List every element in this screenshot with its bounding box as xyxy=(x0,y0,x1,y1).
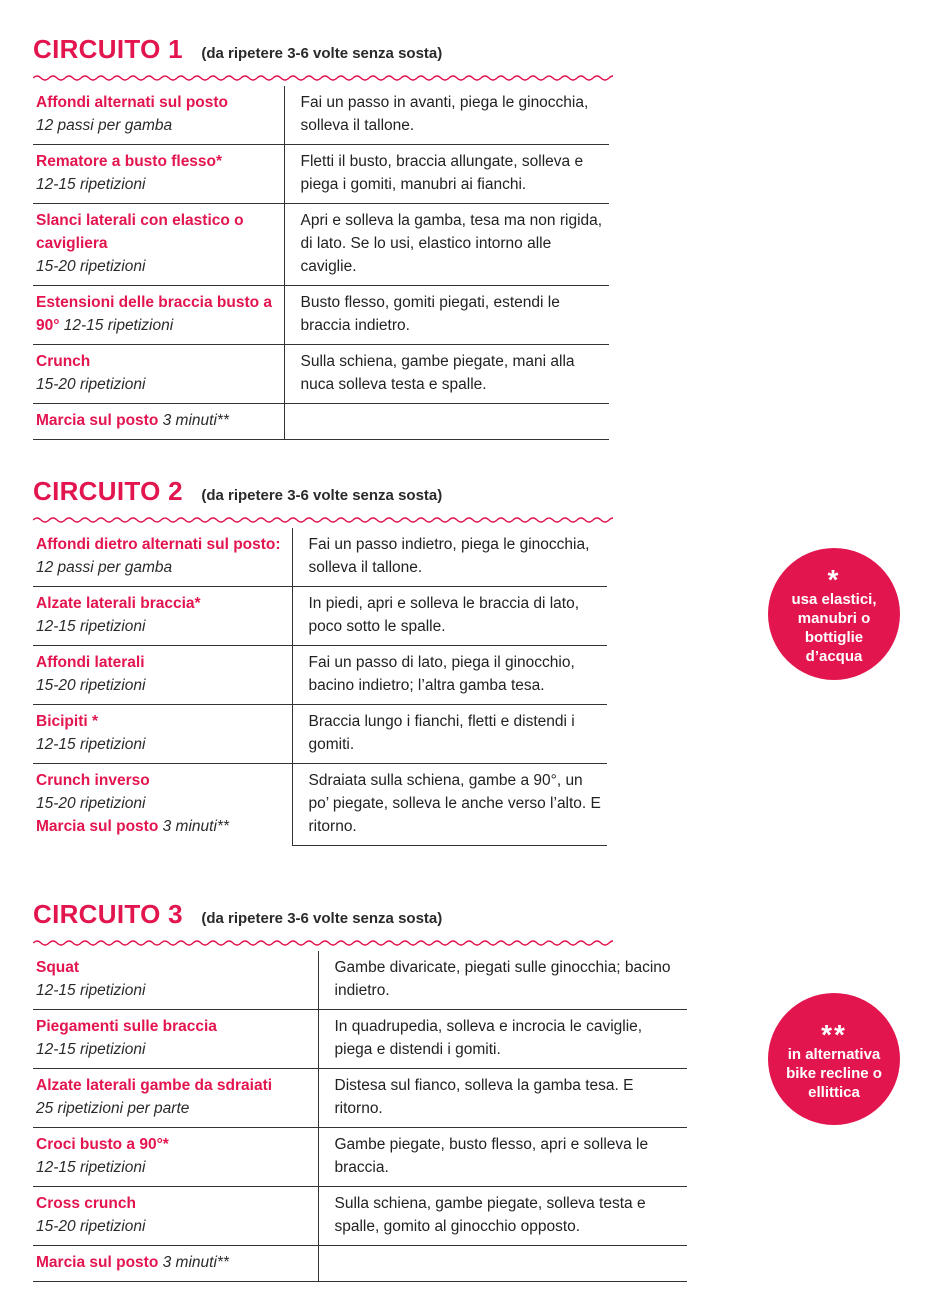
exercise-cell xyxy=(33,1010,318,1069)
exercise-reps: 12 passi per gamba xyxy=(36,559,173,576)
exercise-reps: 12-15 ripetizioni xyxy=(36,736,146,753)
exercise-reps: 15-20 ripetizioni xyxy=(36,677,146,694)
exercise-name: Rematore a busto flesso* xyxy=(36,153,223,170)
exercise-cell xyxy=(33,1069,318,1128)
circuit-1-header xyxy=(33,34,613,74)
circuit-3-title: CIRCUITO 3 xyxy=(33,899,183,929)
exercise-cell xyxy=(33,345,284,404)
exercise-cell xyxy=(33,286,284,345)
table-row xyxy=(33,1010,687,1069)
exercise-description: Gambe divaricate, piegati sulle ginocchia; bacino indietro. xyxy=(318,951,687,1010)
circuit-2 xyxy=(33,476,613,846)
table-row xyxy=(33,705,607,764)
wavy-divider xyxy=(33,74,613,82)
exercise-name: Alzate laterali gambe da sdraiati xyxy=(36,1077,273,1094)
circuit-2-table xyxy=(33,528,607,846)
circuit-3-table xyxy=(33,951,687,1282)
exercise-description: Fai un passo in avanti, piega le ginocchia, solleva il tallone. xyxy=(284,86,609,145)
circuit-2-title: CIRCUITO 2 xyxy=(33,476,183,506)
exercise-description: Gambe piegate, busto flesso, apri e solleva le braccia. xyxy=(318,1128,687,1187)
note-bubble-equipment xyxy=(768,548,900,680)
exercise-cell xyxy=(33,1128,318,1187)
double-asterisk-icon: ** xyxy=(821,1018,847,1050)
exercise-name: Piegamenti sulle braccia xyxy=(36,1018,217,1035)
exercise-cell xyxy=(33,528,292,587)
exercise-reps: 12-15 ripetizioni xyxy=(36,176,146,193)
circuit-3 xyxy=(33,899,687,1282)
circuit-2-subtitle: (da ripetere 3-6 volte senza sosta) xyxy=(201,487,443,504)
wavy-divider xyxy=(33,939,613,947)
exercise-cell xyxy=(33,404,284,440)
exercise-cell xyxy=(33,1187,318,1246)
exercise-name: Squat xyxy=(36,959,80,976)
exercise-name: Affondi dietro alternati sul posto: xyxy=(36,536,281,553)
exercise-reps: 12 passi per gamba xyxy=(36,117,173,134)
exercise-description: Sulla schiena, gambe piegate, mani alla nuca solleva testa e spalle. xyxy=(284,345,609,404)
exercise-name: Affondi laterali xyxy=(36,654,145,671)
exercise-reps: 15-20 ripetizioni xyxy=(36,376,146,393)
exercise-description: Sdraiata sulla schiena, gambe a 90°, un po’ piegate, solleva le anche verso l’alto. E ritorno. xyxy=(292,764,607,846)
exercise-name: Crunch xyxy=(36,353,91,370)
exercise-reps: 12-15 ripetizioni xyxy=(36,1159,146,1176)
note-bubble-alternative xyxy=(768,993,900,1125)
exercise-name: Affondi alternati sul posto xyxy=(36,94,229,111)
table-row xyxy=(33,587,607,646)
exercise-reps: 15-20 ripetizioni xyxy=(36,258,146,275)
table-row xyxy=(33,646,607,705)
table-row xyxy=(33,528,607,587)
exercise-description: In quadrupedia, solleva e incrocia le caviglie, piega e distendi i gomiti. xyxy=(318,1010,687,1069)
exercise-reps: 25 ripetizioni per parte xyxy=(36,1100,190,1117)
exercise-description: Fletti il busto, braccia allungate, solleva e piega i gomiti, manubri ai fianchi. xyxy=(284,145,609,204)
exercise-reps: 12-15 ripetizioni xyxy=(36,982,146,999)
table-row xyxy=(33,764,607,846)
exercise-cell xyxy=(33,145,284,204)
circuit-1-title: CIRCUITO 1 xyxy=(33,34,183,64)
table-row xyxy=(33,286,609,345)
exercise-description: Fai un passo di lato, piega il ginocchio, bacino indietro; l’altra gamba tesa. xyxy=(292,646,607,705)
exercise-description: Apri e solleva la gamba, tesa ma non rigida, di lato. Se lo usi, elastico intorno alle caviglie. xyxy=(284,204,609,286)
circuit-3-subtitle: (da ripetere 3-6 volte senza sosta) xyxy=(201,910,443,927)
exercise-reps: 12-15 ripetizioni xyxy=(63,317,174,334)
exercise-reps: 15-20 ripetizioni xyxy=(36,1218,146,1235)
exercise-description xyxy=(284,404,609,440)
exercise-reps: 3 minuti** xyxy=(162,1254,229,1271)
table-row xyxy=(33,1246,687,1282)
exercise-description: Distesa sul fianco, solleva la gamba tesa. E ritorno. xyxy=(318,1069,687,1128)
table-row xyxy=(33,951,687,1010)
exercise-name: Estensioni delle braccia busto a 90° xyxy=(36,294,273,334)
table-row xyxy=(33,204,609,286)
table-row xyxy=(33,1187,687,1246)
exercise-cell xyxy=(33,86,284,145)
exercise-reps: 3 minuti** xyxy=(162,818,229,835)
exercise-name: Crunch inverso xyxy=(36,772,150,789)
exercise-description: Fai un passo indietro, piega le ginocchia, solleva il tallone. xyxy=(292,528,607,587)
table-row xyxy=(33,1069,687,1128)
circuit-3-header xyxy=(33,899,687,939)
circuit-1-subtitle: (da ripetere 3-6 volte senza sosta) xyxy=(201,45,443,62)
exercise-cell xyxy=(33,204,284,286)
exercise-reps: 12-15 ripetizioni xyxy=(36,1041,146,1058)
table-row xyxy=(33,404,609,440)
circuit-2-header xyxy=(33,476,613,516)
table-row xyxy=(33,145,609,204)
exercise-name: Alzate laterali braccia* xyxy=(36,595,201,612)
exercise-name: Marcia sul posto xyxy=(36,412,159,429)
exercise-cell xyxy=(33,646,292,705)
exercise-cell xyxy=(33,951,318,1010)
exercise-name: Marcia sul posto xyxy=(36,818,159,835)
exercise-description: Busto flesso, gomiti piegati, estendi le braccia indietro. xyxy=(284,286,609,345)
exercise-name: Bicipiti * xyxy=(36,713,99,730)
exercise-description: In piedi, apri e solleva le braccia di lato, poco sotto le spalle. xyxy=(292,587,607,646)
wavy-divider xyxy=(33,516,613,524)
exercise-name: Cross crunch xyxy=(36,1195,136,1212)
exercise-cell xyxy=(33,1246,318,1282)
exercise-cell xyxy=(33,705,292,764)
exercise-name: Slanci laterali con elastico o cavigliera xyxy=(36,212,244,252)
exercise-name: Croci busto a 90°* xyxy=(36,1136,169,1153)
exercise-cell xyxy=(33,587,292,646)
note-text: in alternativa bike recline o ellittica xyxy=(786,1045,882,1101)
table-row xyxy=(33,86,609,145)
table-row xyxy=(33,345,609,404)
exercise-cell xyxy=(33,764,292,846)
circuit-1 xyxy=(33,34,613,440)
exercise-reps: 15-20 ripetizioni xyxy=(36,795,146,812)
exercise-description xyxy=(318,1246,687,1282)
exercise-description: Braccia lungo i fianchi, fletti e distendi i gomiti. xyxy=(292,705,607,764)
exercise-reps: 3 minuti** xyxy=(162,412,229,429)
note-text: usa elastici, manubri o bottiglie d’acqua xyxy=(791,591,877,665)
circuit-1-table xyxy=(33,86,609,440)
exercise-name: Marcia sul posto xyxy=(36,1254,159,1271)
exercise-description: Sulla schiena, gambe piegate, solleva testa e spalle, gomito al ginocchio opposto. xyxy=(318,1187,687,1246)
table-row xyxy=(33,1128,687,1187)
asterisk-icon: * xyxy=(827,564,841,595)
exercise-reps: 12-15 ripetizioni xyxy=(36,618,146,635)
